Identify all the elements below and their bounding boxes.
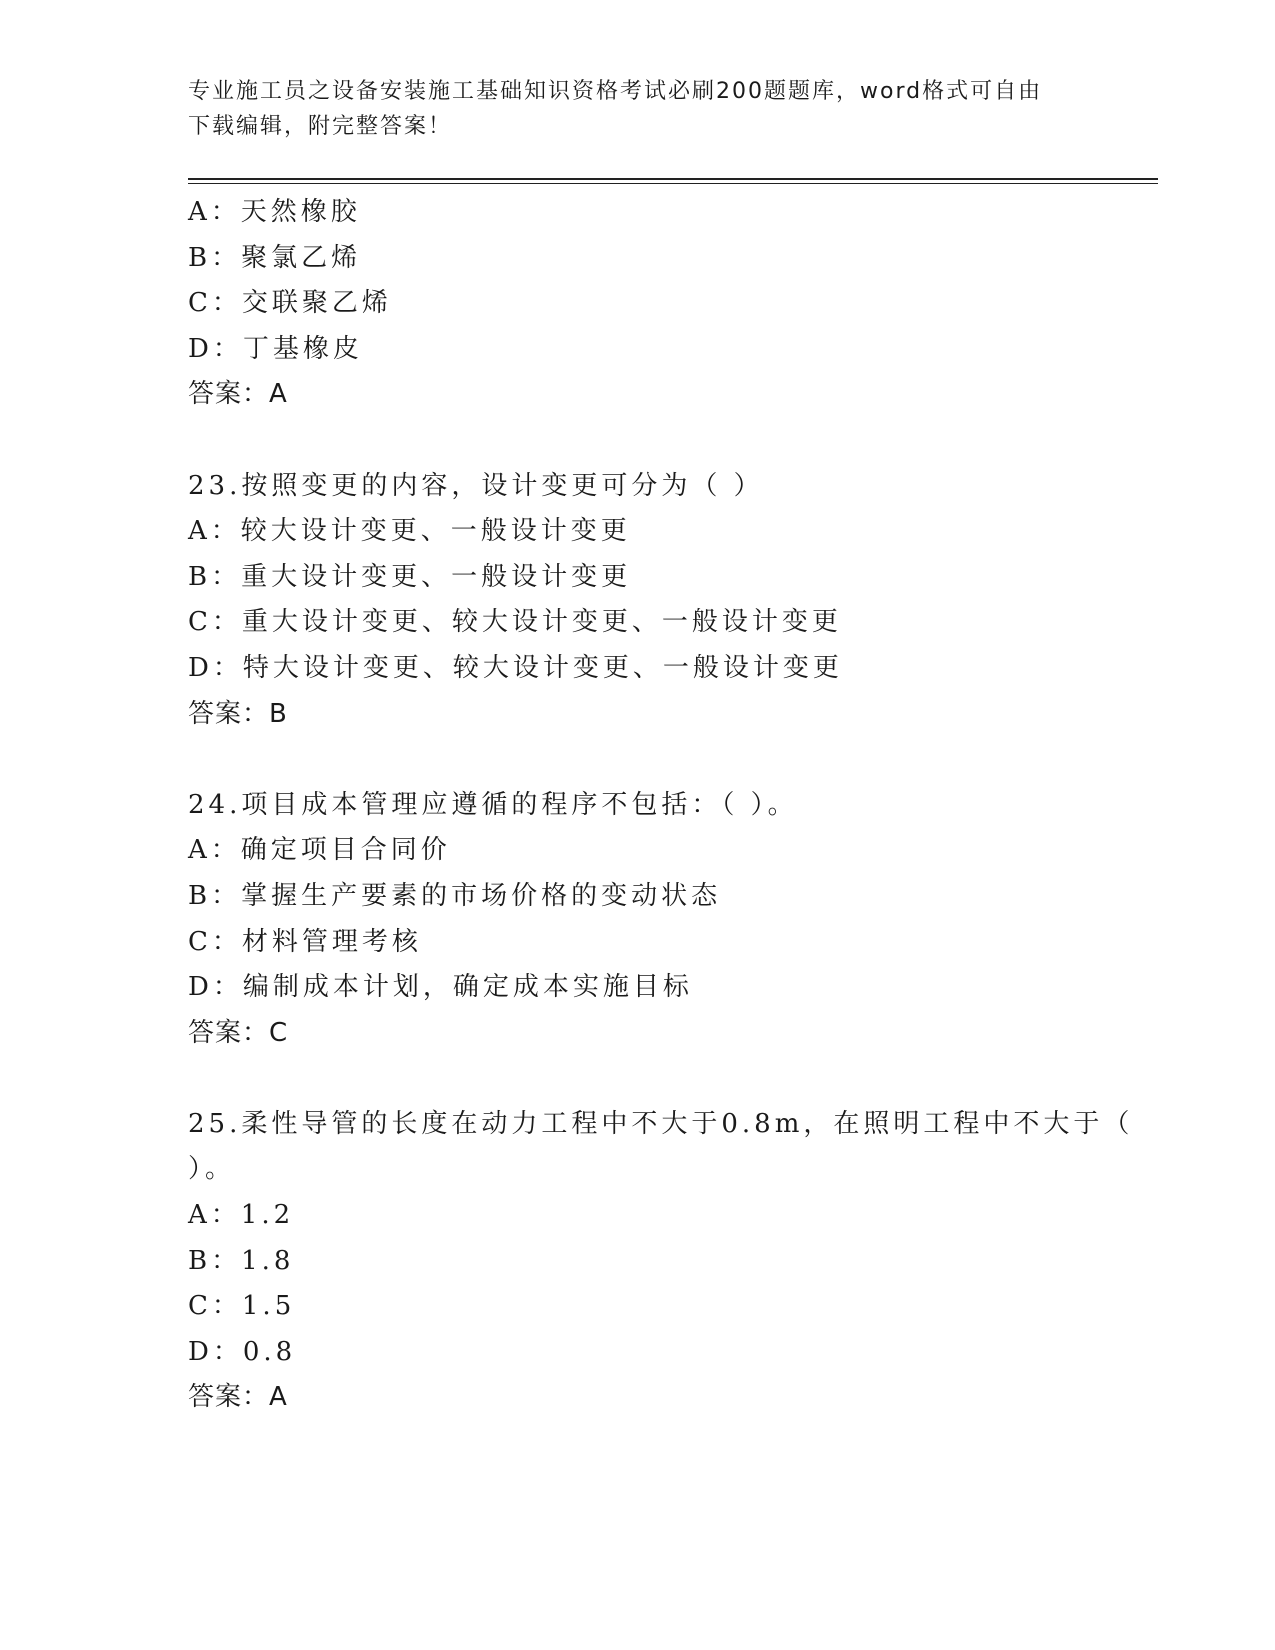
document-header	[188, 74, 1078, 144]
question-23-block	[188, 464, 1088, 738]
header-divider-thick	[188, 178, 1158, 180]
question-24-answer: 答案：C	[188, 1017, 289, 1048]
question-25-option-d: D：0.8	[188, 1336, 297, 1367]
question-24-option-a: A：确定项目合同价	[188, 835, 451, 866]
question-23-option-c: C：重大设计变更、较大设计变更、一般设计变更	[188, 607, 842, 638]
question-24-stem: 24.项目成本管理应遵循的程序不包括：（ ）。	[188, 789, 798, 820]
question-23-answer: 答案：B	[188, 698, 288, 729]
question-24-option-b: B：掌握生产要素的市场价格的变动状态	[188, 880, 722, 911]
header-divider-thin	[188, 183, 1158, 184]
spacer	[188, 737, 1088, 783]
question-list	[188, 190, 1134, 1421]
question-22-option-d: D：丁基橡皮	[188, 333, 363, 364]
question-23-stem: 23.按照变更的内容，设计变更可分为（ ）	[188, 470, 764, 501]
question-23-option-a: A：较大设计变更、一般设计变更	[188, 516, 631, 547]
question-24-block	[188, 783, 1088, 1057]
question-22-answer: 答案：A	[188, 379, 288, 410]
header-intro-line-1: 专业施工员之设备安装施工基础知识资格考试必刷200题题库，word格式可自由	[188, 79, 1043, 104]
question-23-option-b: B：重大设计变更、一般设计变更	[188, 561, 632, 592]
question-25-option-a: A：1.2	[188, 1200, 295, 1231]
question-25-answer: 答案：A	[188, 1382, 288, 1413]
question-22-option-b: B：聚氯乙烯	[188, 242, 362, 273]
spacer	[188, 418, 1088, 464]
question-25-option-c: C：1.5	[188, 1291, 296, 1322]
question-22-option-c: C：交联聚乙烯	[188, 288, 392, 319]
question-25-block	[188, 1102, 1134, 1421]
header-intro-line-2: 下载编辑，附完整答案！	[188, 114, 453, 139]
question-25-stem-line-1: 25.柔性导管的长度在动力工程中不大于0.8m，在照明工程中不大于（	[188, 1108, 1134, 1139]
question-23-option-d: D：特大设计变更、较大设计变更、一般设计变更	[188, 652, 843, 683]
spacer	[188, 1056, 1088, 1102]
question-25-stem-line-2: ）。	[188, 1154, 236, 1185]
question-22-block	[188, 190, 1088, 418]
question-24-option-c: C：材料管理考核	[188, 926, 422, 957]
question-25-option-b: B：1.8	[188, 1245, 295, 1276]
question-22-option-a: A：天然橡胶	[188, 197, 361, 227]
question-24-option-d: D：编制成本计划，确定成本实施目标	[188, 972, 693, 1003]
